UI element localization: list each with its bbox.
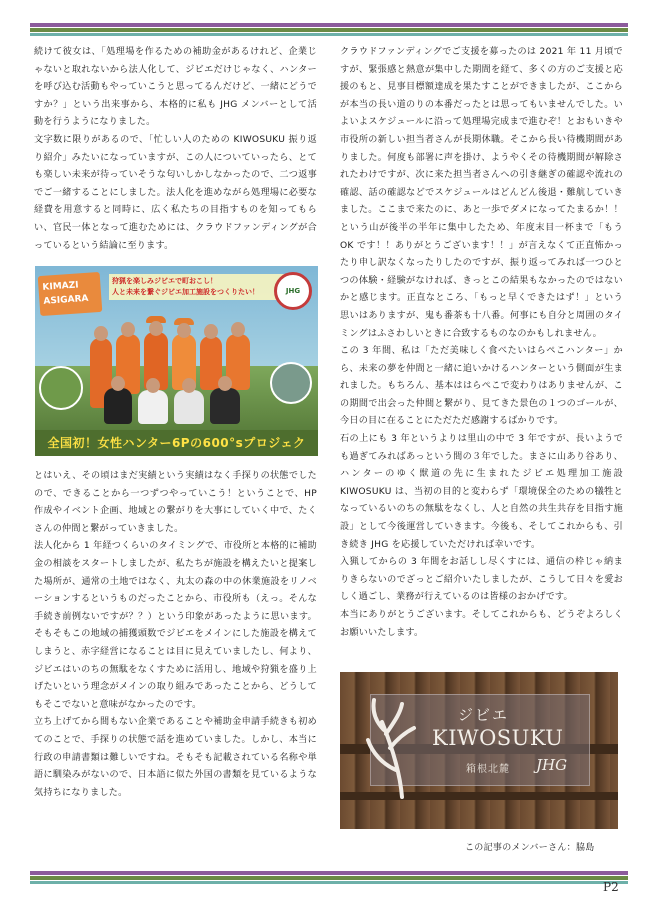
kiwosuku-sign-photo	[340, 672, 618, 829]
bottom-rule-green	[30, 876, 628, 880]
paragraph: 入猟してからの 3 年間をお話しし尽くすには、通信の枠じゃ納まりきらないのでざっとご紹介いたしましたが、こうして日々を愛おしく過ごし、業務が行えているのは皆様のおかげです。	[340, 557, 623, 603]
left-column-lower	[34, 468, 317, 802]
top-rule-green	[30, 28, 628, 32]
poster-headline	[109, 274, 285, 300]
sign-text-small: ジビエ	[458, 706, 510, 724]
left-column-upper	[34, 44, 317, 255]
jhg-logo-text: JHG	[285, 287, 301, 295]
paragraph: クラウドファンディングでご支援を募ったのは 2021 年 11 月頃ですが、緊張感と熱意が集中した期間を経て、多くの方のご支援と応援のもと、見事目標額達成を果たすことができましたが、ここからが本当の長い道のりの本番だったとは思ってもいませんでした。いよいよスケジュールに沿って処理場完成まで進むぞ！とおもいきや市役所の新しい担当者さんが長期休職。そこから長い待機期間がありました。何度も部署に声を掛け、ようやくその待機期間が解除されたわけですが、次に来た担当者さんへの引き継ぎの確認や流れの確認、話の確認などでスケジュールはどんどん後退・難航していきました。ここまで来たのに、あと一歩でダメになってたまるか！！という山が後半の半年に集中したため、年度末目一杯まで「もう OK です！！ありがとうございます！！」が言えなくて正直怖かったり申し訳なくなったりしたのですが、振り返ってみれば一つひとつの体験・経験がなければ、きっとこの結果もなかったのではないかと感じます。正直なところ、「もっと早くできたはず！」という思いはありますが、鬼も番茶も十八番。何事にも自分と周囲のタイミングはふさわしいときに合致するものなのかもしれません。	[340, 47, 623, 339]
poster-banner: 全国初！女性ハンター6Pの600°sプロジェク	[35, 430, 318, 456]
top-rule-teal	[30, 33, 628, 36]
paragraph: 法人化から 1 年経つくらいのタイミングで、市役所と本格的に補助金の相談をスタートしましたが、私たちが施設を構えたいと提案した場所が、通常の土地ではなく、丸太の森の中の休業施設をリノベーションするというものだったことから、市役所も（えっ。そんな手続き前例ないですが？？）という印象があったように思います。そもそもこの地域の捕獲頭数でジビエをメインにした施設を構えてしまうと、赤字経営になることは目に見えていましたし、何より、ジビエはいのちの無駄をなくすために活用し、地域や狩猟を盛り上げたいという理念がメインの取り組みであったことから、どうしてもそこでないと意味がなかったのです。	[34, 541, 317, 710]
sign-text-jhg: JHG	[536, 756, 568, 774]
poster-logo-line1: KIMAZI	[42, 280, 79, 293]
member-caption: この記事のメンバーさん：脇島	[465, 843, 595, 853]
top-rule-purple	[30, 23, 628, 27]
paragraph: とはいえ、その頃はまだ実績という実績はなく手探りの状態でしたので、できることから一つずつやっていこう！ということで、HP 作成やイベント企画、地域との繋がりを大事にしていく中で、たくさんの仲間と繋がっていきました。	[34, 471, 317, 534]
bottom-rule-purple	[30, 871, 628, 875]
paragraph: 立ち上げてから間もない企業であることや補助金申請手続きも初めてのことで、手探りの状態で話を進めていました。しかし、本当に行政の申請書類は難しいですね。そもそも記載されている名称や単語に馴染みがないので、日本語に似た外国の書類を見ているような気持ちになりました。	[34, 717, 317, 798]
paragraph: この 3 年間、私は「ただ美味しく食べたいはらぺこハンター」から、未来の夢を仲間と一緒に追いかけるハンターという側面が生まれました。もちろん、基本ははらぺこで変わりはありませんが、この期間で出会った仲間と繋がり、見てきた景色の１つのゴールが、今日の目に在ることにただただ感謝するばかりです。	[340, 346, 623, 427]
poster-logo	[38, 272, 103, 316]
poster-headline-line2: 人と未来を繋ぐジビエ加工施設をつくりたい！	[112, 288, 259, 296]
bottom-rule-teal	[30, 881, 628, 884]
page-number: P2	[603, 880, 619, 894]
project-poster-photo	[35, 266, 318, 456]
inset-photo-right	[270, 362, 312, 404]
sign-text-sub: 箱根北麓	[466, 764, 510, 775]
right-column	[340, 44, 623, 642]
hunter-group	[90, 316, 270, 431]
inset-photo-left	[39, 366, 83, 410]
paragraph: 石の上にも 3 年というよりは里山の中で 3 年ですが、長いようでも過ぎてみればあっという間の３年でした。まさに山あり谷あり、ハンターのゆく獣道の先に生まれたジビエ処理加工施設 KIWOSUKU は、当初の目的と変わらず「環境保全のための犠牲となっているいのちの無駄をなくし、人と自然の共生共存を目指す施設」として今後運営していきます。今後も、そしてこれからも、引き続き JHG を応援していただければ幸いです。	[340, 434, 623, 550]
sign-text-big: KIWOSUKU	[432, 726, 564, 750]
paragraph: 本当にありがとうございます。そしてこれからも、どうぞよろしくお願いいたします。	[340, 610, 623, 638]
poster-headline-line1: 狩猟を楽しみジビエで町おこし！	[112, 277, 217, 285]
antler-icon	[362, 692, 442, 802]
jhg-round-logo	[274, 272, 312, 310]
paragraph: 続けて彼女は、「処理場を作るための補助金があるけれど、企業じゃないと取れないから法人化して、ジビエだけじゃなく、ハンターを呼び込む活動もやっていこうと思ってるんだけど、一緒にどうですか？」という出来事から、本格的に私も JHG メンバーとして活動を行うようになりました。	[34, 47, 317, 128]
poster-logo-line2: ASIGARA	[43, 293, 89, 307]
paragraph: 文字数に限りがあるので、「忙しい人のための KIWOSUKU 振り返り紹介」みたいになっていますが、この人についていったら、とても楽しい未来が待っていそうな匂いしかしなかったので、二つ返事でご一緒することにしました。法人化を進めながら処理場に必要な経費を用意すると同時に、広く私たちの目指すものを知ってもらい、官民一体となって進むためには、クラウドファンディングが合っているという結論に至ります。	[34, 134, 317, 251]
